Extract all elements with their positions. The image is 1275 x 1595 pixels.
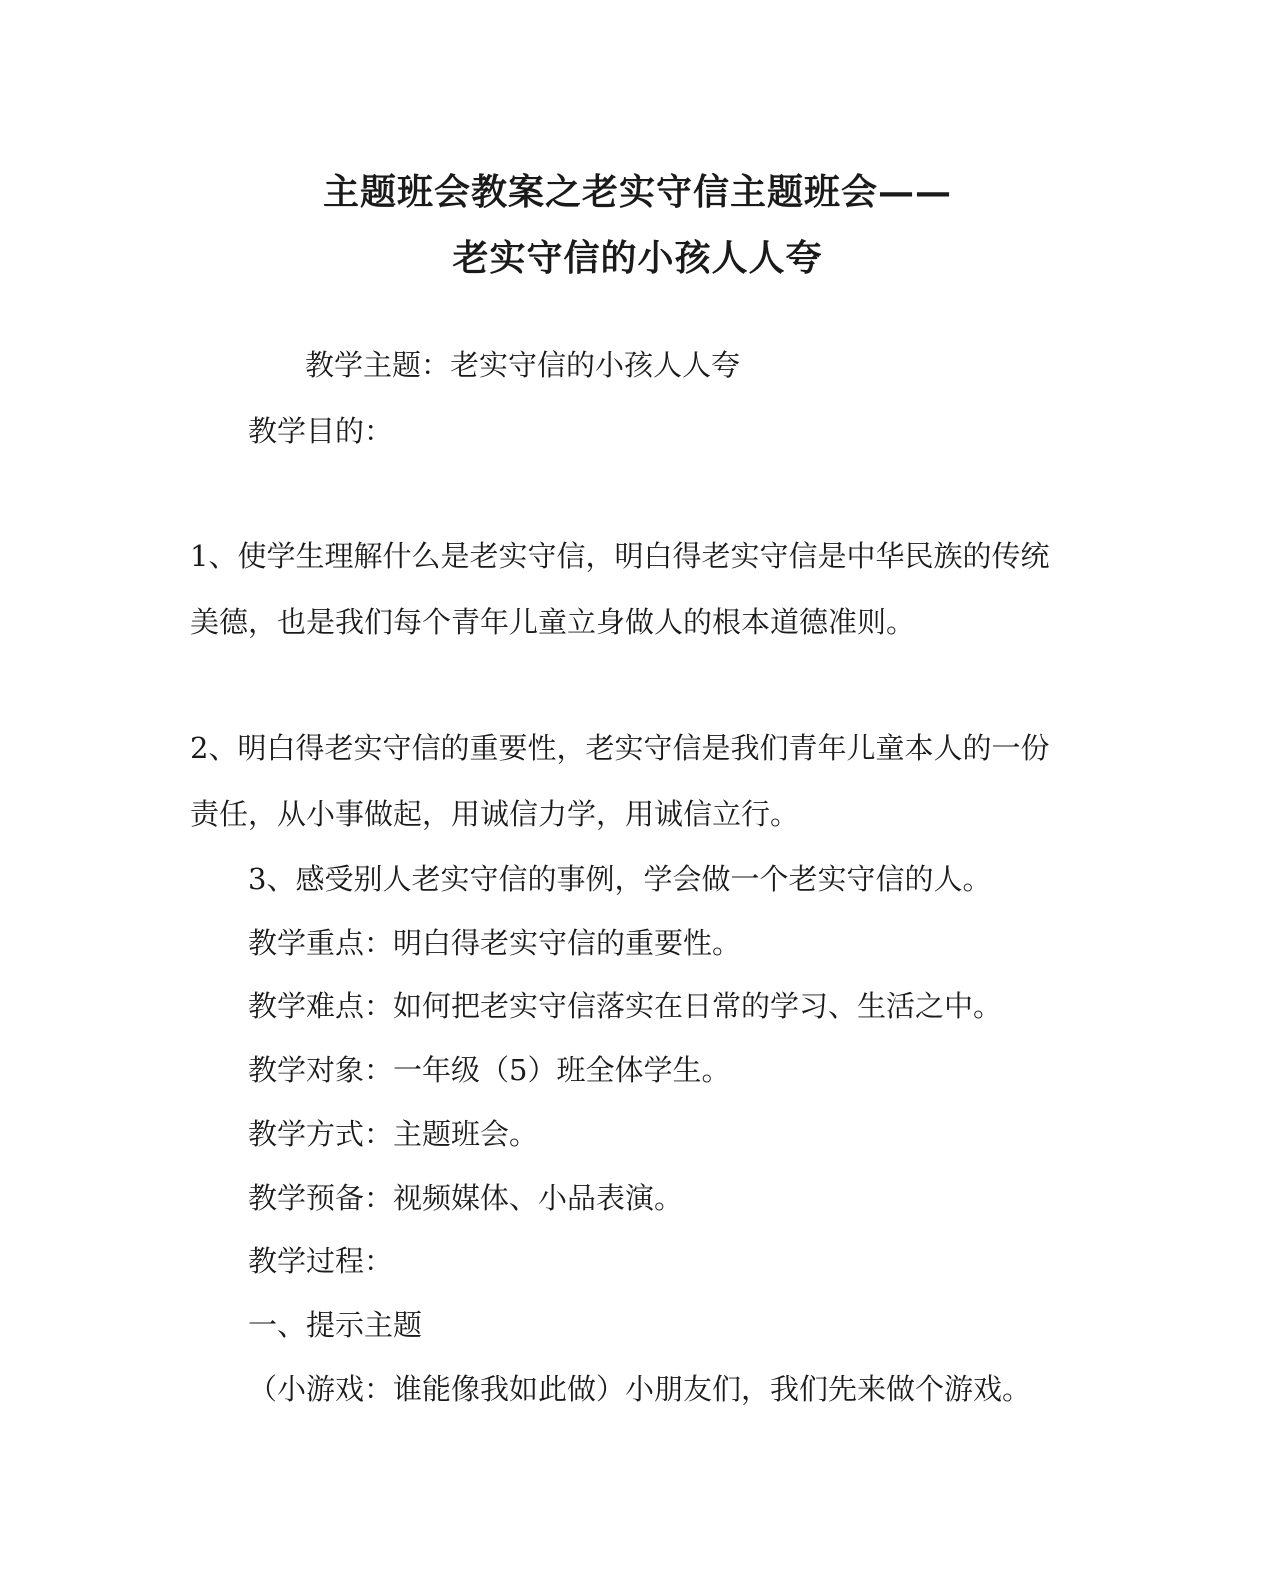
goal-3: 3、感受别人老实守信的事例，学会做一个老实守信的人。 bbox=[248, 862, 992, 896]
goal-2-line-2: 责任，从小事做起，用诚信力学，用诚信立行。 bbox=[190, 797, 800, 831]
teaching-audience: 教学对象：一年级（5）班全体学生。 bbox=[248, 1053, 731, 1087]
section-1-heading: 一、提示主题 bbox=[248, 1308, 423, 1342]
teaching-key-point: 教学重点：明白得老实守信的重要性。 bbox=[248, 926, 742, 960]
teaching-topic: 教学主题：老实守信的小孩人人夸 bbox=[305, 348, 741, 382]
document-title-line-1: 主题班会教案之老实守信主题班会—— bbox=[322, 171, 952, 213]
goal-1-line-1: 1、使学生理解什么是老实守信，明白得老实守信是中华民族的传统 bbox=[190, 539, 1050, 573]
teaching-difficulty: 教学难点：如何把老实守信落实在日常的学习、生活之中。 bbox=[248, 989, 1003, 1023]
goal-2-line-1: 2、明白得老实守信的重要性，老实守信是我们青年儿童本人的一份 bbox=[190, 731, 1050, 765]
teaching-method: 教学方式：主题班会。 bbox=[248, 1117, 539, 1151]
section-1-text: （小游戏：谁能像我如此做）小朋友们，我们先来做个游戏。 bbox=[248, 1372, 1032, 1406]
teaching-process-heading: 教学过程： bbox=[248, 1244, 394, 1278]
teaching-goals-heading: 教学目的： bbox=[248, 414, 394, 448]
teaching-preparation: 教学预备：视频媒体、小品表演。 bbox=[248, 1181, 684, 1215]
goal-1-line-2: 美德，也是我们每个青年儿童立身做人的根本道德准则。 bbox=[190, 605, 916, 639]
document-title-line-2: 老实守信的小孩人人夸 bbox=[452, 237, 823, 279]
